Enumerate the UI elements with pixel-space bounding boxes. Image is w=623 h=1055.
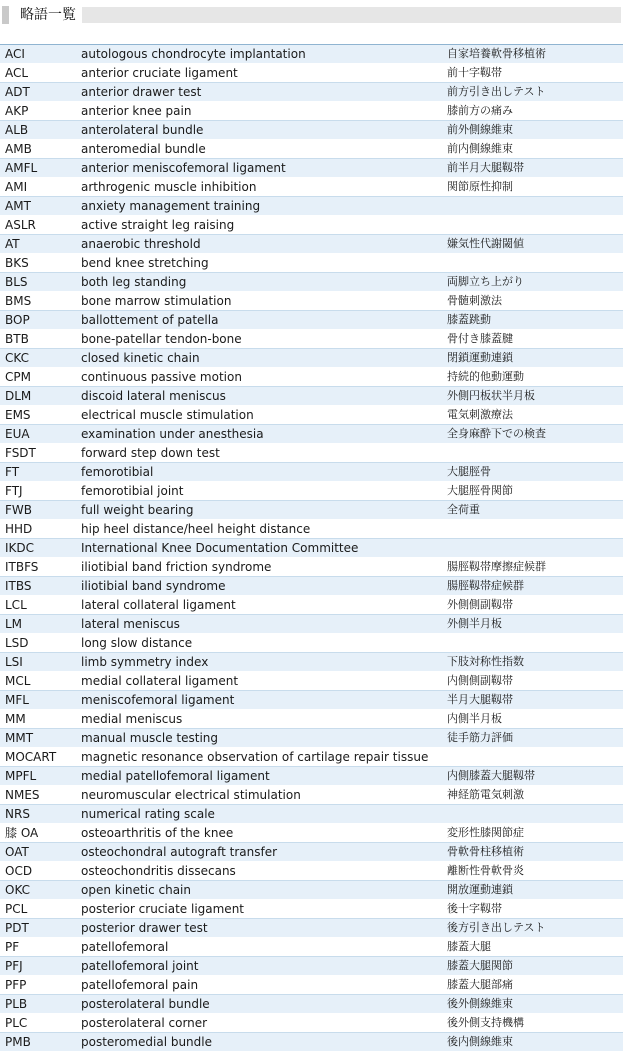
english-term-cell: anterior knee pain: [81, 104, 192, 118]
header-bar: [82, 7, 621, 23]
abbreviation-cell: CKC: [5, 351, 29, 365]
abbreviation-cell: ITBFS: [5, 560, 39, 574]
japanese-term-cell: 膝蓋大腿: [447, 940, 491, 953]
japanese-term-cell: 内側半月板: [447, 712, 502, 725]
abbreviation-cell: MFL: [5, 693, 29, 707]
table-row: [0, 786, 623, 805]
table-row: [0, 558, 623, 577]
japanese-term-cell: 大腿脛骨関節: [447, 484, 513, 497]
japanese-term-cell: 膝蓋跳動: [447, 313, 491, 326]
english-term-cell: osteochondritis dissecans: [81, 864, 236, 878]
abbreviation-cell: ALB: [5, 123, 29, 137]
english-term-cell: arthrogenic muscle inhibition: [81, 180, 257, 194]
japanese-term-cell: 腸脛靱帯症候群: [447, 579, 524, 592]
japanese-term-cell: 下肢対称性指数: [447, 655, 524, 668]
abbreviation-cell: PLB: [5, 997, 28, 1011]
abbreviation-cell: MOCART: [5, 750, 57, 764]
english-term-cell: anxiety management training: [81, 199, 261, 213]
english-term-cell: continuous passive motion: [81, 370, 242, 384]
table-row: [0, 406, 623, 425]
table-row: [0, 83, 623, 102]
japanese-term-cell: 骨髄刺激法: [447, 294, 502, 307]
english-term-cell: medial collateral ligament: [81, 674, 239, 688]
english-term-cell: osteoarthritis of the knee: [81, 826, 234, 840]
english-term-cell: iliotibial band syndrome: [81, 579, 226, 593]
japanese-term-cell: 前十字靱帯: [447, 66, 502, 79]
abbreviation-cell: OKC: [5, 883, 31, 897]
japanese-term-cell: 全荷重: [447, 503, 480, 516]
abbreviation-cell: OAT: [5, 845, 29, 859]
english-term-cell: meniscofemoral ligament: [81, 693, 235, 707]
japanese-term-cell: 後内側線維束: [447, 1035, 513, 1048]
english-term-cell: manual muscle testing: [81, 731, 219, 745]
japanese-term-cell: 持続的他動運動: [447, 370, 524, 383]
abbreviation-cell: BMS: [5, 294, 32, 308]
english-term-cell: medial meniscus: [81, 712, 183, 726]
abbreviation-cell: DLM: [5, 389, 32, 403]
table-row: [0, 976, 623, 995]
english-term-cell: electrical muscle stimulation: [81, 408, 254, 422]
english-term-cell: patellofemoral: [81, 940, 169, 954]
abbreviation-cell: OCD: [5, 864, 33, 878]
abbreviation-cell: BLS: [5, 275, 28, 289]
japanese-term-cell: 変形性膝関節症: [447, 826, 524, 839]
english-term-cell: posteromedial bundle: [81, 1035, 212, 1049]
japanese-term-cell: 外側円板状半月板: [447, 389, 535, 402]
english-term-cell: anterior drawer test: [81, 85, 202, 99]
english-term-cell: anterior meniscofemoral ligament: [81, 161, 286, 175]
table-row: [0, 387, 623, 406]
abbreviation-cell: MMT: [5, 731, 34, 745]
table-row: [0, 425, 623, 444]
english-term-cell: long slow distance: [81, 636, 193, 650]
abbreviation-cell: ACI: [5, 47, 25, 61]
table-row: [0, 691, 623, 710]
abbreviation-cell: MCL: [5, 674, 31, 688]
japanese-term-cell: 前方引き出しテスト: [447, 85, 546, 98]
abbreviation-cell: ADT: [5, 85, 30, 99]
abbreviation-cell: PDT: [5, 921, 29, 935]
english-term-cell: open kinetic chain: [81, 883, 191, 897]
japanese-term-cell: 骨付き膝蓋腱: [447, 332, 513, 345]
table-row: [0, 501, 623, 520]
japanese-term-cell: 膝蓋大腿部痛: [447, 978, 513, 991]
table-row: [0, 235, 623, 254]
english-term-cell: anaerobic threshold: [81, 237, 201, 251]
japanese-term-cell: 前内側線維束: [447, 142, 513, 155]
english-term-cell: anteromedial bundle: [81, 142, 206, 156]
english-term-cell: full weight bearing: [81, 503, 194, 517]
table-row: [0, 710, 623, 729]
table-row: [0, 957, 623, 976]
japanese-term-cell: 後十字靱帯: [447, 902, 502, 915]
japanese-term-cell: 嫌気性代謝閾値: [447, 237, 524, 250]
english-term-cell: patellofemoral pain: [81, 978, 199, 992]
japanese-term-cell: 神経筋電気刺激: [447, 788, 524, 801]
table-row: [0, 292, 623, 311]
table-row: [0, 577, 623, 596]
english-term-cell: limb symmetry index: [81, 655, 209, 669]
table-row: [0, 64, 623, 83]
abbreviation-cell: PFP: [5, 978, 27, 992]
table-row: [0, 767, 623, 786]
english-term-cell: neuromuscular electrical stimulation: [81, 788, 301, 802]
english-term-cell: lateral collateral ligament: [81, 598, 236, 612]
english-term-cell: closed kinetic chain: [81, 351, 200, 365]
english-term-cell: femorotibial joint: [81, 484, 184, 498]
english-term-cell: lateral meniscus: [81, 617, 180, 631]
table-row: [0, 520, 623, 539]
table-row: [0, 824, 623, 843]
abbreviation-cell: IKDC: [5, 541, 35, 555]
japanese-term-cell: 大腿脛骨: [447, 465, 491, 478]
table-row: [0, 653, 623, 672]
japanese-term-cell: 内側側副靱帯: [447, 674, 513, 687]
table-row: [0, 1014, 623, 1033]
japanese-term-cell: 後外側線維束: [447, 997, 513, 1010]
abbreviation-cell: BTB: [5, 332, 29, 346]
japanese-term-cell: 膝前方の痛み: [447, 104, 513, 117]
table-row: [0, 121, 623, 140]
english-term-cell: hip heel distance/heel height distance: [81, 522, 311, 536]
table-row: [0, 938, 623, 957]
english-term-cell: patellofemoral joint: [81, 959, 199, 973]
table-row: [0, 615, 623, 634]
japanese-term-cell: 膝蓋大腿関節: [447, 959, 513, 972]
abbreviation-cell: NRS: [5, 807, 30, 821]
table-row: [0, 273, 623, 292]
abbreviation-cell: AMB: [5, 142, 32, 156]
japanese-term-cell: 前外側線維束: [447, 123, 513, 136]
japanese-term-cell: 電気刺激療法: [447, 408, 513, 421]
table-row: [0, 843, 623, 862]
table-row: [0, 197, 623, 216]
abbreviation-cell: PF: [5, 940, 20, 954]
abbreviation-cell: MM: [5, 712, 26, 726]
table-row: [0, 729, 623, 748]
abbreviation-cell: LSI: [5, 655, 23, 669]
abbreviation-cell: LSD: [5, 636, 29, 650]
english-term-cell: femorotibial: [81, 465, 154, 479]
table-row: [0, 900, 623, 919]
abbreviation-cell: FWB: [5, 503, 32, 517]
abbreviation-cell: LM: [5, 617, 23, 631]
abbreviation-table: [0, 44, 623, 1052]
abbreviation-cell: PMB: [5, 1035, 31, 1049]
table-row: [0, 349, 623, 368]
table-row: [0, 672, 623, 691]
japanese-term-cell: 内側膝蓋大腿靱帯: [447, 769, 535, 782]
japanese-term-cell: 徒手筋力評価: [447, 731, 513, 744]
table-row: [0, 140, 623, 159]
abbreviation-cell: FSDT: [5, 446, 36, 460]
english-term-cell: anterolateral bundle: [81, 123, 204, 137]
abbreviation-cell: 膝 OA: [5, 826, 39, 840]
japanese-term-cell: 外側側副靱帯: [447, 598, 513, 611]
abbreviation-cell: PFJ: [5, 959, 23, 973]
japanese-term-cell: 腸脛靱帯摩擦症候群: [447, 560, 546, 573]
english-term-cell: ballottement of patella: [81, 313, 219, 327]
abbreviation-cell: AMT: [5, 199, 31, 213]
abbreviation-cell: AMFL: [5, 161, 38, 175]
abbreviation-cell: PLC: [5, 1016, 28, 1030]
table-row: [0, 881, 623, 900]
abbreviation-cell: ACL: [5, 66, 29, 80]
abbreviation-cell: AT: [5, 237, 20, 251]
english-term-cell: bend knee stretching: [81, 256, 209, 270]
abbreviation-cell: EMS: [5, 408, 31, 422]
japanese-term-cell: 外側半月板: [447, 617, 502, 630]
english-term-cell: both leg standing: [81, 275, 187, 289]
english-term-cell: examination under anesthesia: [81, 427, 264, 441]
table-row: [0, 634, 623, 653]
abbreviation-cell: MPFL: [5, 769, 37, 783]
english-term-cell: posterolateral corner: [81, 1016, 208, 1030]
table-row: [0, 254, 623, 273]
english-term-cell: autologous chondrocyte implantation: [81, 47, 306, 61]
abbreviation-cell: BKS: [5, 256, 29, 270]
abbreviation-cell: ASLR: [5, 218, 36, 232]
japanese-term-cell: 骨軟骨柱移植術: [447, 845, 524, 858]
section-header: [2, 6, 621, 24]
english-term-cell: bone marrow stimulation: [81, 294, 232, 308]
english-term-cell: discoid lateral meniscus: [81, 389, 226, 403]
english-term-cell: bone-patellar tendon-bone: [81, 332, 242, 346]
japanese-term-cell: 前半月大腿靱帯: [447, 161, 524, 174]
abbreviation-cell: LCL: [5, 598, 27, 612]
japanese-term-cell: 開放運動連鎖: [447, 883, 513, 896]
japanese-term-cell: 全身麻酔下での検査: [447, 427, 546, 440]
abbreviation-cell: HHD: [5, 522, 33, 536]
japanese-term-cell: 後外側支持機構: [447, 1016, 524, 1029]
table-row: [0, 159, 623, 178]
english-term-cell: International Knee Documentation Committee: [81, 541, 359, 555]
table-row: [0, 311, 623, 330]
japanese-term-cell: 後方引き出しテスト: [447, 921, 546, 934]
japanese-term-cell: 閉鎖運動連鎖: [447, 351, 513, 364]
table-row: [0, 368, 623, 387]
table-row: [0, 1033, 623, 1052]
abbreviation-cell: AKP: [5, 104, 29, 118]
abbreviation-cell: AMI: [5, 180, 28, 194]
abbreviation-cell: ITBS: [5, 579, 32, 593]
abbreviation-cell: CPM: [5, 370, 31, 384]
table-row: [0, 596, 623, 615]
english-term-cell: posterior drawer test: [81, 921, 208, 935]
table-row: [0, 463, 623, 482]
abbreviation-cell: BOP: [5, 313, 30, 327]
english-term-cell: posterior cruciate ligament: [81, 902, 245, 916]
table-row: [0, 444, 623, 463]
table-row: [0, 482, 623, 501]
header-marker: [2, 6, 9, 24]
table-row: [0, 539, 623, 558]
table-row: [0, 995, 623, 1014]
page-title: 略語一覧: [20, 7, 76, 23]
english-term-cell: active straight leg raising: [81, 218, 235, 232]
english-term-cell: numerical rating scale: [81, 807, 215, 821]
table-row: [0, 45, 623, 64]
english-term-cell: osteochondral autograft transfer: [81, 845, 278, 859]
table-row: [0, 748, 623, 767]
japanese-term-cell: 自家培養軟骨移植術: [447, 47, 546, 60]
abbreviation-cell: EUA: [5, 427, 30, 441]
table-row: [0, 330, 623, 349]
table-row: [0, 102, 623, 121]
japanese-term-cell: 半月大腿靱帯: [447, 693, 513, 706]
english-term-cell: magnetic resonance observation of cartilage repair tissue: [81, 750, 429, 764]
english-term-cell: forward step down test: [81, 446, 220, 460]
abbreviation-cell: FTJ: [5, 484, 23, 498]
table-row: [0, 862, 623, 881]
abbreviation-cell: FT: [5, 465, 20, 479]
table-row: [0, 216, 623, 235]
japanese-term-cell: 関節原性抑制: [447, 180, 513, 193]
abbreviation-cell: PCL: [5, 902, 28, 916]
japanese-term-cell: 両脚立ち上がり: [447, 275, 524, 288]
abbreviation-cell: NMES: [5, 788, 40, 802]
english-term-cell: medial patellofemoral ligament: [81, 769, 270, 783]
english-term-cell: anterior cruciate ligament: [81, 66, 238, 80]
japanese-term-cell: 離断性骨軟骨炎: [447, 864, 524, 877]
english-term-cell: posterolateral bundle: [81, 997, 210, 1011]
table-row: [0, 178, 623, 197]
table-row: [0, 919, 623, 938]
table-row: [0, 805, 623, 824]
english-term-cell: iliotibial band friction syndrome: [81, 560, 272, 574]
